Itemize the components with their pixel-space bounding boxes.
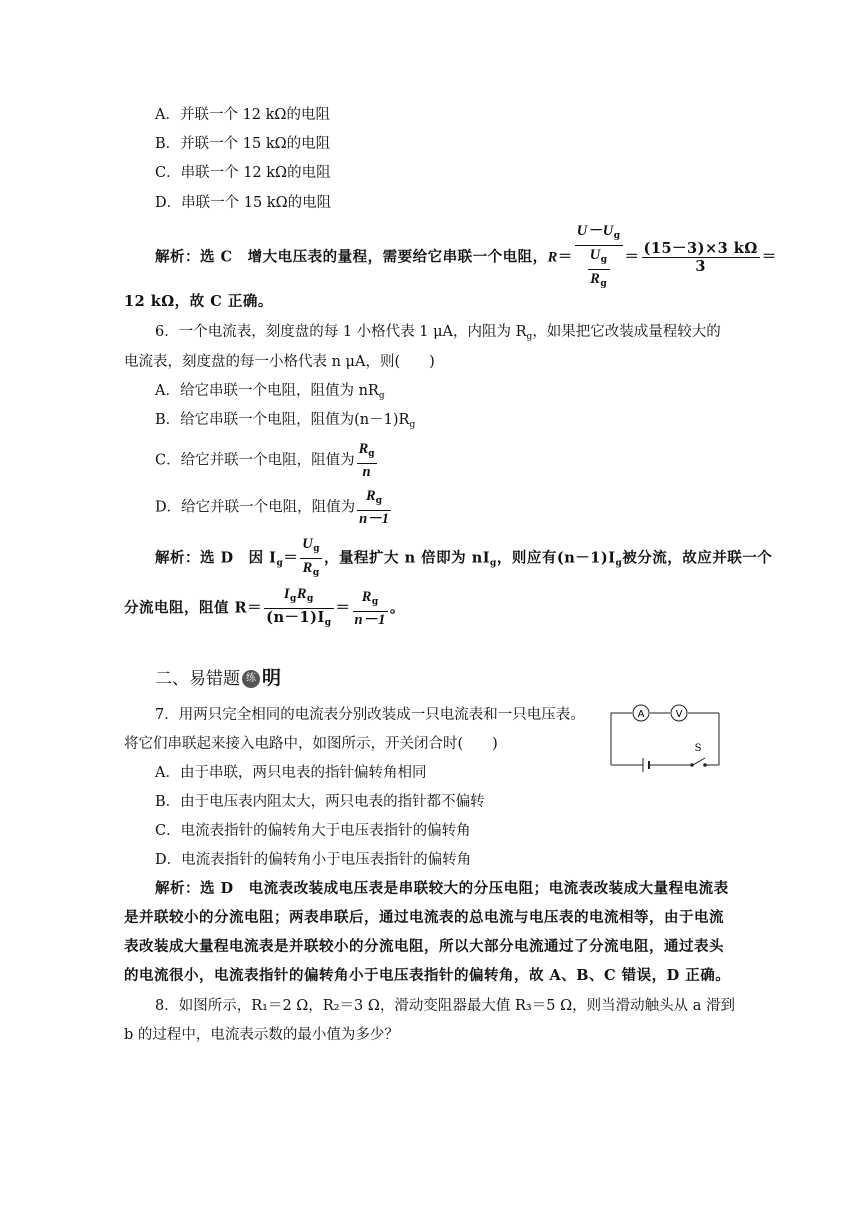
q6-solution-end2: 被分流，故应并联一个 <box>622 549 773 567</box>
q6-option-c-fraction <box>357 440 377 481</box>
q6-solution-line1 <box>155 535 772 584</box>
inner-denominator: R <box>590 271 601 287</box>
q6-stem-line2: 电流表，刻度盘的每一小格代表 n μA，则( ) <box>124 354 435 370</box>
subscript: g <box>615 558 623 569</box>
q7-stem-line2: 将它们串联起来接入电路中，如图所示，开关闭合时( ) <box>124 736 498 752</box>
q6-solution-mid: ，量程扩大 n 倍即为 nI <box>324 549 491 567</box>
voltmeter-label: V <box>675 709 683 720</box>
q6-option-d <box>155 487 393 528</box>
q6-option-d-text: D．给它并联一个电阻，阻值为 <box>155 499 356 516</box>
equals-sign: ＝ <box>761 248 777 266</box>
q6-option-d-fraction <box>357 487 391 528</box>
q7-option-a: A．由于串联，两只电表的指针偏转角相同 <box>155 765 427 781</box>
fraction-denominator: (n－1)I <box>266 609 325 626</box>
subscript: g <box>324 618 332 628</box>
fraction-denominator: 3 <box>695 258 706 275</box>
subscript: g <box>409 420 416 430</box>
q6-solution-fraction <box>300 535 322 582</box>
q7-circuit-diagram <box>605 703 727 773</box>
subscript: g <box>600 255 608 265</box>
q6-stem-text: 6．一个电流表，刻度盘的每 1 小格代表 1 μA，内阻为 R <box>155 324 527 340</box>
q5-fraction-1 <box>575 222 623 293</box>
subscript: g <box>290 594 297 604</box>
fraction-denominator: R <box>302 560 313 576</box>
q6-solution-line2 <box>124 585 405 632</box>
fraction-numerator: (15－3)×3 kΩ <box>643 240 758 257</box>
q6-solution-line2-text: 分流电阻，阻值 R＝ <box>124 599 263 617</box>
q6-solution-fraction-2 <box>264 585 333 632</box>
subscript: g <box>368 449 375 459</box>
subscript: g <box>313 544 321 554</box>
subscript: g <box>490 558 497 569</box>
fraction-numerator: U <box>302 536 314 552</box>
q8-stem-line2: b 的过程中，电流表示数的最小值为多少？ <box>124 1027 399 1043</box>
equals-sign: ＝ <box>335 599 351 617</box>
q5-solution-r: R <box>547 249 558 266</box>
subscript: g <box>312 568 320 578</box>
fraction-denominator: n－1 <box>359 511 389 527</box>
q8-stem-line1: 8．如图所示，R₁＝2 Ω，R₂＝3 Ω，滑动变阻器最大值 R₃＝5 Ω，则当滑动触头从 a 滑到 <box>155 998 735 1014</box>
q5-option-a: A．并联一个 12 kΩ的电阻 <box>155 107 330 123</box>
q7-option-c: C．电流表指针的偏转角大于电压表指针的偏转角 <box>155 823 471 839</box>
q5-option-c: C．串联一个 12 kΩ的电阻 <box>155 165 331 181</box>
q5-solution-line2: 12 kΩ，故 C 正确。 <box>124 293 273 310</box>
equals-sign: ＝ <box>557 248 573 266</box>
section-heading-strong: 明 <box>262 667 282 689</box>
q7-solution-line3: 表改装成大量程电流表是并联较小的分流电阻，所以大部分电流通过了分流电阻，通过表头 <box>124 938 724 955</box>
fraction-numerator: R <box>358 441 369 457</box>
q5-solution-line1 <box>155 222 777 293</box>
fraction-denominator: n－1 <box>354 612 386 628</box>
switch-label: S <box>694 743 702 754</box>
subscript: g <box>526 332 533 342</box>
subscript: g <box>306 594 314 604</box>
inner-numerator: U <box>589 247 601 263</box>
fraction-numerator-r: R <box>296 586 307 602</box>
q6-option-c <box>155 440 379 481</box>
q7-option-d: D．电流表指针的偏转角小于电压表指针的偏转角 <box>155 852 472 868</box>
q6-option-a-text: A．给它串联一个电阻，阻值为 nR <box>155 383 379 399</box>
subscript: g <box>378 391 385 401</box>
q7-solution-line4: 的电流很小，电流表指针的偏转角小于电压表指针的偏转角，故 A、B、C 错误，D 正确。 <box>124 967 731 984</box>
equals-sign: ＝ <box>283 549 299 567</box>
q5-fraction-2 <box>642 240 760 275</box>
q7-solution-line2: 是并联较小的分流电阻；两表串联后，通过电流表的总电流与电压表的电流相等，由于电流 <box>124 909 724 926</box>
q5-solution-text: 解析：选 C 增大电压表的量程，需要给它串联一个电阻， <box>155 248 548 266</box>
fraction-numerator-i: I <box>283 586 291 602</box>
fraction-numerator: R <box>361 589 372 605</box>
q6-option-a <box>155 381 385 406</box>
q6-stem-line1 <box>155 322 721 347</box>
q6-solution-text: 解析：选 D 因 I <box>155 549 277 567</box>
equals-sign: ＝ <box>624 248 640 266</box>
subscript: g <box>600 279 608 289</box>
subscript: g <box>375 496 383 506</box>
q6-stem-text-b: ，如果把它改装成量程较大的 <box>532 324 721 340</box>
q7-option-b: B．由于电压表内阻太大，两只电表的指针都不偏转 <box>155 794 485 810</box>
fraction-numerator: R <box>366 488 376 504</box>
section-heading-text: 二、易错题 <box>155 669 240 689</box>
q6-option-b-text: B．给它串联一个电阻，阻值为(n－1)R <box>155 412 410 428</box>
subscript: g <box>371 597 379 607</box>
period: 。 <box>389 599 405 617</box>
section-heading <box>155 667 281 690</box>
q7-stem-line1: 7．用两只完全相同的电流表分别改装成一只电流表和一只电压表。 <box>155 707 585 723</box>
q5-option-b: B．并联一个 15 kΩ的电阻 <box>155 136 331 152</box>
fraction-numerator: U－U <box>576 223 614 239</box>
subscript: g <box>276 558 284 569</box>
ammeter-label: A <box>637 709 645 720</box>
q7-solution-line1: 解析：选 D 电流表改装成电压表是串联较大的分压电阻；电流表改装成大量程电流表 <box>155 880 729 897</box>
q6-solution-fraction-3 <box>353 588 388 629</box>
practice-badge-icon: 练 <box>242 670 260 688</box>
fraction-denominator: n <box>362 464 371 480</box>
q5-option-d: D．串联一个 15 kΩ的电阻 <box>155 195 332 211</box>
q6-solution-end: ，则应有(n－1)I <box>496 549 616 567</box>
q6-option-c-text: C．给它并联一个电阻，阻值为 <box>155 452 355 469</box>
q6-option-b <box>155 410 415 435</box>
subscript: g <box>613 231 621 241</box>
